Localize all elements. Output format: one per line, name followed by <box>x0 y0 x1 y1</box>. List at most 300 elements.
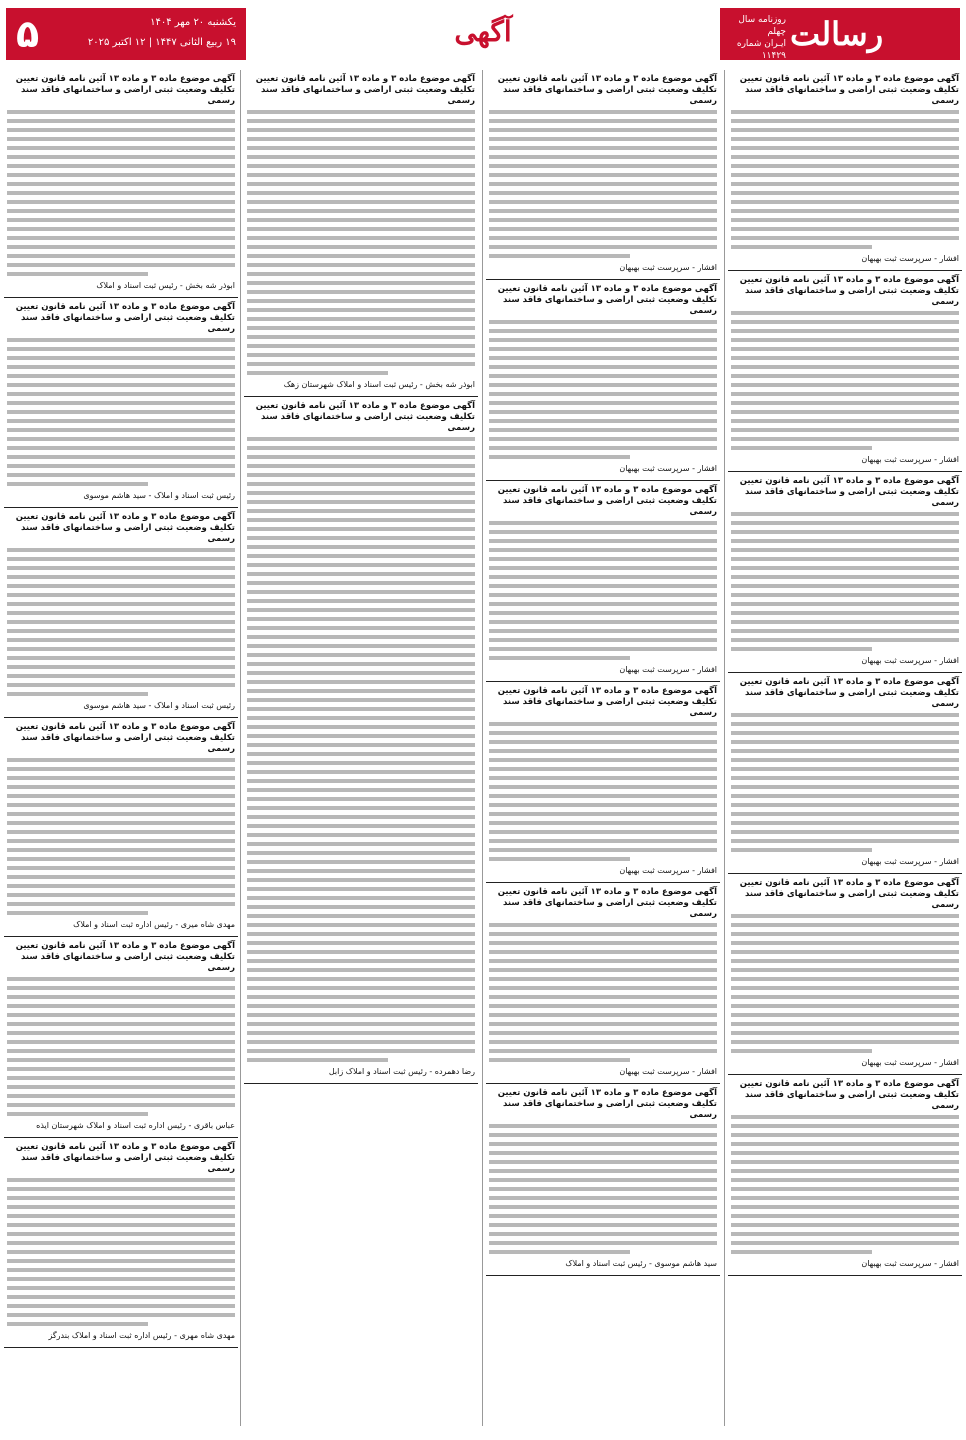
text-line-placeholder <box>7 557 235 561</box>
text-line-placeholder <box>731 146 959 150</box>
text-line-placeholder <box>731 977 959 981</box>
text-line-placeholder <box>489 392 717 396</box>
text-line-placeholder <box>489 950 717 954</box>
legal-notice <box>244 70 478 397</box>
text-line-placeholder <box>731 620 959 624</box>
text-line-placeholder <box>489 1232 717 1236</box>
text-line-placeholder <box>731 1178 959 1182</box>
notice-heading: آگهی موضوع ماده ۳ و ماده ۱۳ آئین نامه قانون تعیین تکلیف وضعیت ثبتی اراضی و ساختمانهای فاقد سند رسمی <box>15 302 235 334</box>
text-line-placeholder <box>247 308 475 312</box>
text-line-placeholder <box>731 932 959 936</box>
text-line-placeholder <box>731 419 959 423</box>
text-line-placeholder <box>247 851 475 855</box>
text-line-placeholder <box>731 794 959 798</box>
text-line-placeholder <box>7 857 235 861</box>
text-line-placeholder <box>247 317 475 321</box>
text-line-placeholder <box>731 830 959 834</box>
text-line-placeholder <box>7 392 235 396</box>
text-line-placeholder <box>7 209 235 213</box>
text-line-placeholder <box>731 566 959 570</box>
text-line-placeholder <box>7 1205 235 1209</box>
text-line-placeholder <box>247 362 475 366</box>
text-line-placeholder <box>489 1151 717 1155</box>
text-line-placeholder <box>7 254 235 258</box>
text-line-placeholder <box>731 392 959 396</box>
text-line-placeholder <box>247 1004 475 1008</box>
text-line-placeholder <box>247 779 475 783</box>
text-line-placeholder <box>7 1049 235 1053</box>
newspaper-logo: رسالت <box>790 15 884 53</box>
text-line-placeholder <box>731 1160 959 1164</box>
text-line-placeholder <box>247 164 475 168</box>
notice-signature: سید هاشم موسوی - رئیس ثبت اسناد و املاک <box>565 1259 717 1268</box>
text-line-placeholder <box>731 521 959 525</box>
notice-body <box>731 1115 959 1254</box>
text-line-placeholder <box>7 272 148 276</box>
page-header <box>0 0 966 66</box>
text-line-placeholder <box>731 1040 959 1044</box>
legal-notice <box>728 673 962 874</box>
text-line-placeholder <box>7 374 235 378</box>
column-divider <box>240 70 241 1426</box>
text-line-placeholder <box>7 611 235 615</box>
text-line-placeholder <box>7 200 235 204</box>
text-line-placeholder <box>247 254 475 258</box>
text-line-placeholder <box>7 464 235 468</box>
notice-heading: آگهی موضوع ماده ۳ و ماده ۱۳ آئین نامه قانون تعیین تکلیف وضعیت ثبتی اراضی و ساختمانهای فاقد سند رسمی <box>739 275 959 307</box>
text-line-placeholder <box>731 1124 959 1128</box>
legal-notice <box>4 718 238 937</box>
text-line-placeholder <box>731 821 959 825</box>
notice-body <box>247 437 475 1062</box>
text-line-placeholder <box>489 365 717 369</box>
text-line-placeholder <box>247 482 475 486</box>
text-line-placeholder <box>489 932 717 936</box>
text-line-placeholder <box>731 437 959 441</box>
text-line-placeholder <box>247 536 475 540</box>
notice-signature: افشار - سرپرست ثبت بهبهان <box>861 254 959 263</box>
text-line-placeholder <box>489 521 717 525</box>
text-line-placeholder <box>489 347 717 351</box>
text-line-placeholder <box>731 383 959 387</box>
text-line-placeholder <box>731 638 959 642</box>
text-line-placeholder <box>489 602 717 606</box>
text-line-placeholder <box>247 617 475 621</box>
notice-heading: آگهی موضوع ماده ۳ و ماده ۱۳ آئین نامه قانون تعیین تکلیف وضعیت ثبتی اراضی و ساختمانهای فاقد سند رسمی <box>497 887 717 919</box>
text-line-placeholder <box>247 554 475 558</box>
text-line-placeholder <box>247 599 475 603</box>
text-line-placeholder <box>731 803 959 807</box>
text-line-placeholder <box>7 1067 235 1071</box>
text-line-placeholder <box>489 857 630 861</box>
text-line-placeholder <box>489 254 630 258</box>
text-line-placeholder <box>247 995 475 999</box>
text-line-placeholder <box>7 638 235 642</box>
text-line-placeholder <box>489 548 717 552</box>
text-line-placeholder <box>489 1178 717 1182</box>
notice-heading: آگهی موضوع ماده ۳ و ماده ۱۳ آئین نامه قانون تعیین تکلیف وضعیت ثبتی اراضی و ساختمانهای فاقد سند رسمی <box>739 476 959 508</box>
text-line-placeholder <box>7 866 235 870</box>
text-line-placeholder <box>489 137 717 141</box>
text-line-placeholder <box>731 110 959 114</box>
notice-heading: آگهی موضوع ماده ۳ و ماده ۱۳ آئین نامه قانون تعیین تکلیف وضعیت ثبتی اراضی و ساختمانهای فاقد سند رسمی <box>497 284 717 316</box>
text-line-placeholder <box>489 218 717 222</box>
text-line-placeholder <box>731 128 959 132</box>
text-line-placeholder <box>7 548 235 552</box>
text-line-placeholder <box>731 722 959 726</box>
masthead-meta-line: ایـران شماره ۱۱۴۲۹ <box>736 39 786 61</box>
text-line-placeholder <box>7 137 235 141</box>
text-line-placeholder <box>489 329 717 333</box>
notice-signature: مهدی شاه مهری - رئیس اداره ثبت اسناد و املاک بندرگز <box>48 1331 235 1340</box>
text-line-placeholder <box>731 1241 959 1245</box>
text-line-placeholder <box>489 446 717 450</box>
text-line-placeholder <box>489 767 717 771</box>
notice-signature: افشار - سرپرست ثبت بهبهان <box>619 1067 717 1076</box>
notice-signature: افشار - سرپرست ثبت بهبهان <box>619 464 717 473</box>
notice-body <box>247 110 475 375</box>
text-line-placeholder <box>489 620 717 624</box>
notice-signature: افشار - سرپرست ثبت بهبهان <box>861 1058 959 1067</box>
text-line-placeholder <box>7 803 235 807</box>
text-line-placeholder <box>7 473 235 477</box>
text-line-placeholder <box>7 767 235 771</box>
text-line-placeholder <box>7 794 235 798</box>
text-line-placeholder <box>247 491 475 495</box>
text-line-placeholder <box>7 356 235 360</box>
text-line-placeholder <box>7 575 235 579</box>
notice-heading: آگهی موضوع ماده ۳ و ماده ۱۳ آئین نامه قانون تعیین تکلیف وضعیت ثبتی اراضی و ساختمانهای فاقد سند رسمی <box>497 485 717 517</box>
text-line-placeholder <box>731 410 959 414</box>
text-line-placeholder <box>489 566 717 570</box>
notice-signature: افشار - سرپرست ثبت بهبهان <box>861 455 959 464</box>
notice-body <box>7 758 235 915</box>
text-line-placeholder <box>247 146 475 150</box>
date-line: یکشنبه ۲۰ مهر ۱۴۰۴ <box>150 17 236 28</box>
text-line-placeholder <box>247 653 475 657</box>
text-line-placeholder <box>731 338 959 342</box>
section-title: آگهی <box>454 15 512 48</box>
text-line-placeholder <box>247 662 475 666</box>
text-line-placeholder <box>247 500 475 504</box>
text-line-placeholder <box>247 977 475 981</box>
text-line-placeholder <box>731 740 959 744</box>
text-line-placeholder <box>247 716 475 720</box>
text-line-placeholder <box>7 191 235 195</box>
text-line-placeholder <box>247 761 475 765</box>
text-line-placeholder <box>489 941 717 945</box>
text-line-placeholder <box>247 878 475 882</box>
text-line-placeholder <box>731 1013 959 1017</box>
legal-notice <box>486 1084 720 1276</box>
notice-heading: آگهی موضوع ماده ۳ و ماده ۱۳ آئین نامه قانون تعیین تکلیف وضعیت ثبتی اراضی و ساختمانهای فاقد سند رسمی <box>739 878 959 910</box>
text-line-placeholder <box>731 1004 959 1008</box>
text-line-placeholder <box>489 1124 717 1128</box>
text-line-placeholder <box>247 959 475 963</box>
text-line-placeholder <box>731 1049 872 1053</box>
text-line-placeholder <box>489 1049 717 1053</box>
text-line-placeholder <box>489 629 717 633</box>
text-line-placeholder <box>489 839 717 843</box>
text-line-placeholder <box>247 326 475 330</box>
notice-body <box>731 914 959 1053</box>
text-line-placeholder <box>247 698 475 702</box>
text-line-placeholder <box>731 236 959 240</box>
text-line-placeholder <box>731 812 959 816</box>
text-line-placeholder <box>731 428 959 432</box>
notice-signature: افشار - سرپرست ثبت بهبهان <box>861 857 959 866</box>
text-line-placeholder <box>7 1031 235 1035</box>
notice-body <box>7 548 235 696</box>
text-line-placeholder <box>7 1214 235 1218</box>
text-line-placeholder <box>489 1133 717 1137</box>
text-line-placeholder <box>247 110 475 114</box>
notice-body <box>731 311 959 450</box>
text-line-placeholder <box>7 830 235 834</box>
text-line-placeholder <box>731 1196 959 1200</box>
text-line-placeholder <box>489 749 717 753</box>
text-line-placeholder <box>247 137 475 141</box>
text-line-placeholder <box>489 1013 717 1017</box>
legal-notice <box>728 874 962 1075</box>
text-line-placeholder <box>7 263 235 267</box>
text-line-placeholder <box>247 860 475 864</box>
text-line-placeholder <box>7 785 235 789</box>
text-line-placeholder <box>247 1058 388 1062</box>
text-line-placeholder <box>731 155 959 159</box>
text-line-placeholder <box>247 245 475 249</box>
text-line-placeholder <box>731 995 959 999</box>
text-line-placeholder <box>489 1196 717 1200</box>
text-line-placeholder <box>731 713 959 717</box>
text-line-placeholder <box>247 437 475 441</box>
text-line-placeholder <box>7 656 235 660</box>
notice-heading: آگهی موضوع ماده ۳ و ماده ۱۳ آئین نامه قانون تعیین تکلیف وضعیت ثبتی اراضی و ساختمانهای فاقد سند رسمی <box>15 941 235 973</box>
text-line-placeholder <box>489 1205 717 1209</box>
text-line-placeholder <box>7 1322 148 1326</box>
text-line-placeholder <box>489 647 717 651</box>
text-line-placeholder <box>731 539 959 543</box>
text-line-placeholder <box>489 593 717 597</box>
text-line-placeholder <box>247 725 475 729</box>
text-line-placeholder <box>7 776 235 780</box>
text-line-placeholder <box>731 209 959 213</box>
text-line-placeholder <box>731 1151 959 1155</box>
text-line-placeholder <box>489 320 717 324</box>
notice-heading: آگهی موضوع ماده ۳ و ماده ۱۳ آئین نامه قانون تعیین تکلیف وضعیت ثبتی اراضی و ساختمانهای فاقد سند رسمی <box>15 722 235 754</box>
text-line-placeholder <box>247 572 475 576</box>
notice-heading: آگهی موضوع ماده ۳ و ماده ۱۳ آئین نامه قانون تعیین تکلیف وضعیت ثبتی اراضی و ساختمانهای فاقد سند رسمی <box>739 74 959 106</box>
text-line-placeholder <box>489 977 717 981</box>
text-line-placeholder <box>7 1094 235 1098</box>
text-line-placeholder <box>7 428 235 432</box>
text-line-placeholder <box>489 227 717 231</box>
text-line-placeholder <box>247 290 475 294</box>
text-line-placeholder <box>7 338 235 342</box>
text-line-placeholder <box>489 356 717 360</box>
text-line-placeholder <box>247 509 475 513</box>
text-line-placeholder <box>247 671 475 675</box>
text-line-placeholder <box>7 146 235 150</box>
text-line-placeholder <box>247 896 475 900</box>
date-line-hijri: ۱۹ ربیع الثانی ۱۴۴۷ | ۱۲ اکتبر ۲۰۲۵ <box>87 37 236 48</box>
text-line-placeholder <box>7 128 235 132</box>
notice-signature: عباس باقری - رئیس اداره ثبت اسناد و املاک شهرستان ایذه <box>36 1121 235 1130</box>
text-line-placeholder <box>247 707 475 711</box>
text-line-placeholder <box>731 1133 959 1137</box>
text-line-placeholder <box>731 191 959 195</box>
text-line-placeholder <box>247 1022 475 1026</box>
text-line-placeholder <box>731 1022 959 1026</box>
text-line-placeholder <box>7 155 235 159</box>
legal-notice <box>244 397 478 1084</box>
text-line-placeholder <box>489 410 717 414</box>
text-line-placeholder <box>731 446 872 450</box>
text-line-placeholder <box>489 1187 717 1191</box>
notice-heading: آگهی موضوع ماده ۳ و ماده ۱۳ آئین نامه قانون تعیین تکلیف وضعیت ثبتی اراضی و ساختمانهای فاقد سند رسمی <box>255 401 475 433</box>
text-line-placeholder <box>489 1004 717 1008</box>
notice-body <box>489 320 717 459</box>
text-line-placeholder <box>731 164 959 168</box>
legal-notice <box>486 682 720 883</box>
text-line-placeholder <box>7 995 235 999</box>
text-line-placeholder <box>7 1295 235 1299</box>
masthead-meta <box>726 14 786 62</box>
text-line-placeholder <box>489 785 717 789</box>
text-line-placeholder <box>489 1058 630 1062</box>
text-line-placeholder <box>7 647 235 651</box>
text-line-placeholder <box>247 191 475 195</box>
text-line-placeholder <box>7 584 235 588</box>
text-line-placeholder <box>7 227 235 231</box>
text-line-placeholder <box>7 1277 235 1281</box>
text-line-placeholder <box>489 236 717 240</box>
text-line-placeholder <box>247 128 475 132</box>
text-line-placeholder <box>247 227 475 231</box>
text-line-placeholder <box>731 182 959 186</box>
text-line-placeholder <box>7 1085 235 1089</box>
text-line-placeholder <box>247 527 475 531</box>
text-line-placeholder <box>489 155 717 159</box>
text-line-placeholder <box>247 518 475 522</box>
masthead <box>720 8 960 60</box>
text-line-placeholder <box>7 977 235 981</box>
text-line-placeholder <box>731 629 959 633</box>
text-line-placeholder <box>247 236 475 240</box>
page-number: ۵ <box>16 12 40 56</box>
notice-body <box>489 110 717 258</box>
text-line-placeholder <box>7 1058 235 1062</box>
text-line-placeholder <box>247 842 475 846</box>
text-line-placeholder <box>7 602 235 606</box>
page-number-panel <box>6 8 246 60</box>
text-line-placeholder <box>247 608 475 612</box>
text-line-placeholder <box>7 1304 235 1308</box>
text-line-placeholder <box>247 563 475 567</box>
text-line-placeholder <box>247 1013 475 1017</box>
text-line-placeholder <box>731 848 872 852</box>
text-line-placeholder <box>489 119 717 123</box>
text-line-placeholder <box>247 941 475 945</box>
text-line-placeholder <box>731 137 959 141</box>
text-line-placeholder <box>7 182 235 186</box>
masthead-meta-line: روزنامه سال چهلم <box>738 15 786 37</box>
text-line-placeholder <box>489 455 630 459</box>
text-line-placeholder <box>247 815 475 819</box>
notice-signature: رئیس ثبت اسناد و املاک - سید هاشم موسوی <box>83 491 235 500</box>
text-line-placeholder <box>7 812 235 816</box>
text-line-placeholder <box>7 911 148 915</box>
notice-heading: آگهی موضوع ماده ۳ و ماده ۱۳ آئین نامه قانون تعیین تکلیف وضعیت ثبتی اراضی و ساختمانهای فاقد سند رسمی <box>15 512 235 544</box>
text-line-placeholder <box>7 410 235 414</box>
text-line-placeholder <box>489 209 717 213</box>
text-line-placeholder <box>731 365 959 369</box>
notice-body <box>7 1178 235 1326</box>
text-line-placeholder <box>489 722 717 726</box>
notice-signature: افشار - سرپرست ثبت بهبهان <box>619 263 717 272</box>
text-line-placeholder <box>489 419 717 423</box>
text-line-placeholder <box>247 680 475 684</box>
notice-signature: رئیس ثبت اسناد و املاک - سید هاشم موسوی <box>83 701 235 710</box>
text-line-placeholder <box>247 155 475 159</box>
text-line-placeholder <box>489 146 717 150</box>
text-line-placeholder <box>489 182 717 186</box>
text-line-placeholder <box>489 740 717 744</box>
text-line-placeholder <box>489 968 717 972</box>
text-line-placeholder <box>489 995 717 999</box>
text-line-placeholder <box>731 767 959 771</box>
text-line-placeholder <box>489 164 717 168</box>
text-line-placeholder <box>247 968 475 972</box>
text-line-placeholder <box>731 968 959 972</box>
text-line-placeholder <box>731 119 959 123</box>
text-line-placeholder <box>247 887 475 891</box>
text-line-placeholder <box>731 749 959 753</box>
text-line-placeholder <box>247 473 475 477</box>
notice-heading: آگهی موضوع ماده ۳ و ماده ۱۳ آئین نامه قانون تعیین تکلیف وضعیت ثبتی اراضی و ساختمانهای فاقد سند رسمی <box>497 686 717 718</box>
text-line-placeholder <box>489 1031 717 1035</box>
text-line-placeholder <box>247 743 475 747</box>
text-line-placeholder <box>247 1040 475 1044</box>
legal-notice <box>4 298 238 508</box>
text-line-placeholder <box>247 905 475 909</box>
text-line-placeholder <box>7 665 235 669</box>
text-line-placeholder <box>7 629 235 633</box>
text-line-placeholder <box>7 1313 235 1317</box>
text-line-placeholder <box>247 869 475 873</box>
legal-notice <box>4 937 238 1138</box>
text-line-placeholder <box>731 950 959 954</box>
text-line-placeholder <box>247 734 475 738</box>
text-line-placeholder <box>7 1187 235 1191</box>
text-line-placeholder <box>7 986 235 990</box>
text-line-placeholder <box>7 401 235 405</box>
notice-body <box>7 110 235 276</box>
notice-signature: افشار - سرپرست ثبت بهبهان <box>861 1259 959 1268</box>
text-line-placeholder <box>731 200 959 204</box>
text-line-placeholder <box>247 833 475 837</box>
text-line-placeholder <box>731 329 959 333</box>
notice-heading: آگهی موضوع ماده ۳ و ماده ۱۳ آئین نامه قانون تعیین تکلیف وضعیت ثبتی اراضی و ساختمانهای فاقد سند رسمی <box>15 1142 235 1174</box>
legal-notice <box>728 1075 962 1276</box>
text-line-placeholder <box>247 824 475 828</box>
text-line-placeholder <box>489 986 717 990</box>
legal-notice <box>4 508 238 718</box>
text-line-placeholder <box>489 383 717 387</box>
text-line-placeholder <box>489 656 630 660</box>
text-line-placeholder <box>489 539 717 543</box>
text-line-placeholder <box>247 770 475 774</box>
